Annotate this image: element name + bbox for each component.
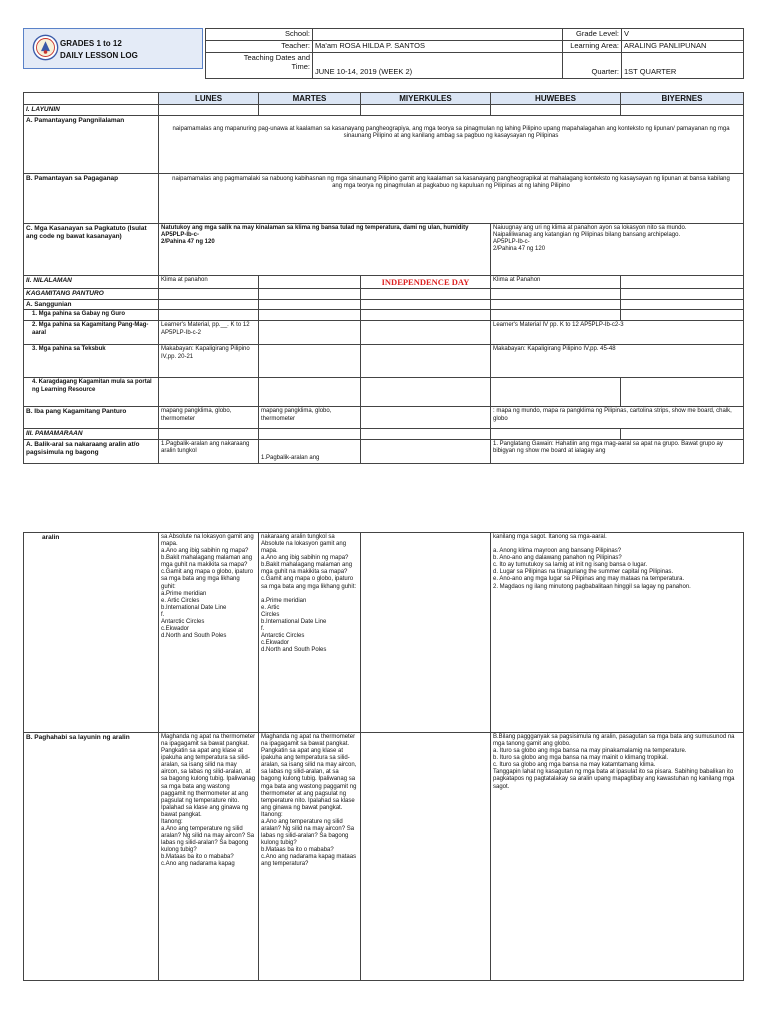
paghahabi-lunes: Maghanda ng apat na thermometer na ipagagamit sa bawat pangkat. Pangkatin sa apat ang klase at ipakuha ang temperatura sa silid-aralan, sa isang silid na may aircon, sa labas ng silid-aralan, at sa bagong kulong tubig. Ipaliwanag sa mga bata ang wastong paggamit ng thermometer at ang pagsulat ng temperature nito. Ipalahad sa klase ang ginawa ng bawat pangkat. Itanong: a.Ano ang temperature ng silid aralan? Ng silid na may aircon? Sa labas ng silid-aralan? Sa bagong kulong tubig? b.Mataas ba ito o mababa? c.Ano ang nadarama kapag [159, 733, 259, 981]
kagamitang-mag-aaral-lunes: Learner's Material, pp.__. K to 12 AP5PLP-Ib-c-2 [159, 321, 259, 345]
day-header-biyernes: BIYERNES [621, 93, 744, 105]
balik-aral-huwebes-continued: kanilang mga sagot. Itanong sa mga-aaral. a. Anong klima mayroon ang bansang Pilipinas? b. Ano-ano ang dalawang panahon ng Pilipinas? c. Ito ay tumutukoy sa lamig at init ng isang bansa o lugar. d. Lugar sa Pilipinas na tinaguriang the summer capital ng Pilipinas. e. Ano-ano ang mga lugar sa Pilipinas ang may mataas na temperatura. 2. Magdaos ng ilang minutong pagbabalitaan hinggil sa lagay ng panahon. [491, 533, 744, 733]
balik-aral-lunes-continued: sa Absolute na lokasyon gamit ang mapa. a.Ano ang ibig sabihin ng mapa? b.Bakit mahalagang malaman ang mga guhit na makikita sa mapa? c.Gamit ang mapa o globo, ipaturo sa mga bata ang mga likhang guhit: a.Prime meridian e. Artic Circles b.International Date Line f. Antarctic Circles c.Ekwador d.North and South Poles [159, 533, 259, 733]
iba-pang-kagamitan-lunes: mapang pangklima, globo, thermometer [159, 407, 259, 429]
row-label-balik-aral: A. Balik-aral sa nakaraang aralin at/o pagsisimula ng bagong [24, 440, 159, 464]
balik-aral-huwebes: 1. Panglatang Gawain: Hahatiin ang mga mag-aaral sa apat na grupo. Bawat grupo ay bibigyan ng show me board at ialagay ang [491, 440, 744, 464]
logo-title-line2: DAILY LESSON LOG [60, 51, 138, 60]
corner-cell [24, 93, 159, 105]
learning-area-label: Learning Area: [563, 41, 622, 53]
kagamitang-mag-aaral-huwebes: Learner's Material IV pp. K to 12 AP5PLP-Ib-c2-3 [491, 321, 744, 345]
header-info-table [205, 28, 744, 79]
grade-level-value: V [622, 29, 744, 41]
quarter-label: Quarter: [563, 53, 622, 79]
row-label-pamantayan-sa-pagaganap: B. Pamantayan sa Pagaganap [24, 174, 159, 224]
row-label-kagamitang-pang-mag-aaral: 2. Mga pahina sa Kagamitang Pang-Mag-aaral [24, 321, 159, 345]
nilalaman-lunes: Klima at panahon [159, 276, 259, 289]
nilalaman-huwebes: Klima at Panahon [491, 276, 621, 289]
row-label-karagdagang-kagamitan: 4. Karagdagang Kagamitan mula sa portal ng Learning Resource [24, 378, 159, 407]
deped-logo-box [23, 28, 203, 69]
teaching-dates-label [206, 53, 313, 79]
balik-aral-martes-continued: nakaraang aralin tungkol sa Absolute na lokasyon gamit ang mapa. a.Ano ang ibig sabihin ng mapa? b.Bakit mahalagang malaman ang mga guhit na makikita sa mapa? c.Gamit ang mapa o globo, ipaturo sa mga bata ang mga likhang guhit: a.Prime meridian e. Artic Circles b.International Date Line f. Antarctic Circles c.Ekwador d.North and South Poles [259, 533, 361, 733]
teacher-value: Ma'am ROSA HILDA P. SANTOS [313, 41, 563, 53]
grade-level-label: Grade Level: [563, 29, 622, 41]
school-value [313, 29, 563, 41]
teksbuk-lunes: Makabayan: Kapaligirang Pilipino IV,pp. 20-21 [159, 345, 259, 378]
row-label-pamantayang-pangnilalaman: A. Pamantayang Pangnilalaman [24, 116, 159, 174]
pamantayan-sa-pagaganap-text: naipamamalas ang pagmamalaki sa nabuong kabihasnan ng mga sinaunang Pilipino gamit ang kaalaman sa kasanayang pangheograpikal at mahalagang konteksto ng kasaysayan ng lipunan at bansa kabilang ang mga teorya ng pinagmulan at pagkabuo ng kapuluan ng Pilipinas at ng lahing Pilipino [159, 174, 744, 224]
lesson-log-page-1 [0, 0, 768, 480]
lesson-log-table-continued [23, 532, 744, 981]
paghahabi-huwebes: B.Bilang paggganyak sa pagsisimula ng aralin, pasagutan sa mga bata ang sumusunod na mga tanong gamit ang globo. a. Ituro sa globo ang mga bansa na may pinakamalamig na temperature. b. Ituro sa globo ang mga bansa na may mainit o klimang tropikal. c. Ituro sa globo ang mga bansa na may katamtamang klima. Tanggapin lahat ng kasagutan ng mga bata at ipasulat ito sa pisara. Sabihing babalikan ito pagkatapos ng pagtatalakay sa aralin upang mapagtibay ang kawastuhan ng kanilang mga sagot. [491, 733, 744, 981]
section-layunin: I. LAYUNIN [24, 105, 159, 116]
learning-area-value: ARALING PANLIPUNAN [622, 41, 744, 53]
balik-aral-martes: 1.Pagbalik-aralan ang [259, 440, 361, 464]
kasanayan-huwebes: Naiuugnay ang uri ng klima at panahon ayon sa lokasyon nito sa mundo. Naipaliliwanag ang katangian ng Pilipinas bilang bansang archipelago. AP5PLP-Ib-c- 2/Pahina 47 ng 120 [491, 224, 744, 276]
section-kagamitang-panturo: KAGAMITANG PANTURO [24, 289, 159, 300]
lesson-log-table [23, 92, 744, 464]
day-header-martes: MARTES [259, 93, 361, 105]
logo-title-line1: GRADES 1 to 12 [60, 39, 122, 48]
teaching-dates-value: JUNE 10-14, 2019 (WEEK 2) [313, 53, 563, 79]
pamantayang-pangnilalaman-text: naipamamalas ang mapanuring pag-unawa at kaalaman sa kasanayang pangheograpiya, ang mga teorya sa pinagmulan ng lahing Pilipino upang mapahalagahan ang konteksto ng lipunan/ pamayanan ng mga sinaunang Pilipino at ang kanilang ambag sa pagbuo ng kasaysayan ng Pilipinas [159, 116, 744, 174]
row-label-kasanayan-sa-pagkatuto: C. Mga Kasanayan sa Pagkatuto (Isulat ang code ng bawat kasanayan) [24, 224, 159, 276]
day-header-huwebes: HUWEBES [491, 93, 621, 105]
row-label-paghahabi-sa-layunin: B. Paghahabi sa layunin ng aralin [24, 733, 159, 981]
paghahabi-martes: Maghanda ng apat na thermometer na ipagagamit sa bawat pangkat. Pangkatin sa apat ang klase at ipakuha ang temperatura sa silid-aralan, sa isang silid na may aircon, sa labas ng silid-aralan, at sa bagong kulong tubig. Ipaliwanag sa mga bata ang wastong paggamit ng thermometer at ang pagsulat ng temperature nito. Ipalahad sa klase ang ginawa ng bawat pangkat. Itanong: a.Ano ang temperature ng silid aralan? Ng silid na may aircon? Sa labas ng silid-aralan? Sa bagong kulong tubig? b.Mataas ba ito o mababa? c.Ano ang nadarama kapag mataas ang temperatura? [259, 733, 361, 981]
teksbuk-huwebes: Makabayan: Kapaligirang Pilipino IV,pp. 45-48 [491, 345, 744, 378]
iba-pang-kagamitan-huwebes: : mapa ng mundo, mapa ra pangklima ng Pilipinas, cartolina strips, show me board, chalk, globo [491, 407, 744, 429]
deped-seal-icon [32, 34, 59, 61]
lesson-log-page-2 [0, 527, 768, 1024]
day-header-lunes: LUNES [159, 93, 259, 105]
teaching-dates-label-line2: Time: [291, 61, 310, 71]
row-label-teksbuk: 3. Mga pahina sa Teksbuk [24, 345, 159, 378]
balik-aral-lunes: 1.Pagbalik-aralan ang nakaraang aralin tungkol [159, 440, 259, 464]
iba-pang-kagamitan-martes: mapang pangklima, globo, thermometer [259, 407, 361, 429]
row-label-gabay-ng-guro: 1. Mga pahina sa Gabay ng Guro [24, 310, 159, 321]
section-nilalaman: II. NILALAMAN [24, 276, 159, 289]
teaching-dates-label-line1: Teaching Dates and [243, 53, 310, 62]
section-pamamaraan: III. PAMAMARAAN [24, 429, 159, 440]
independence-day-label: INDEPENDENCE DAY [361, 276, 491, 289]
day-header-miyerkules: MIYERKULES [361, 93, 491, 105]
row-label-sanggunian: A. Sanggunian [24, 299, 159, 310]
kasanayan-lunes: Natutukoy ang mga salik na may kinalaman sa klima ng bansa tulad ng temperatura, dami ng ulan, humidity AP5PLP-Ib-c- 2/Pahina 47 ng 120 [159, 224, 491, 276]
row-label-iba-pang-kagamitan: B. Iba pang Kagamitang Panturo [24, 407, 159, 429]
teacher-label: Teacher: [206, 41, 313, 53]
school-label: School: [206, 29, 313, 41]
page-gap [0, 480, 768, 527]
row-label-aralin: aralin [24, 533, 159, 733]
quarter-value: 1ST QUARTER [622, 53, 744, 79]
